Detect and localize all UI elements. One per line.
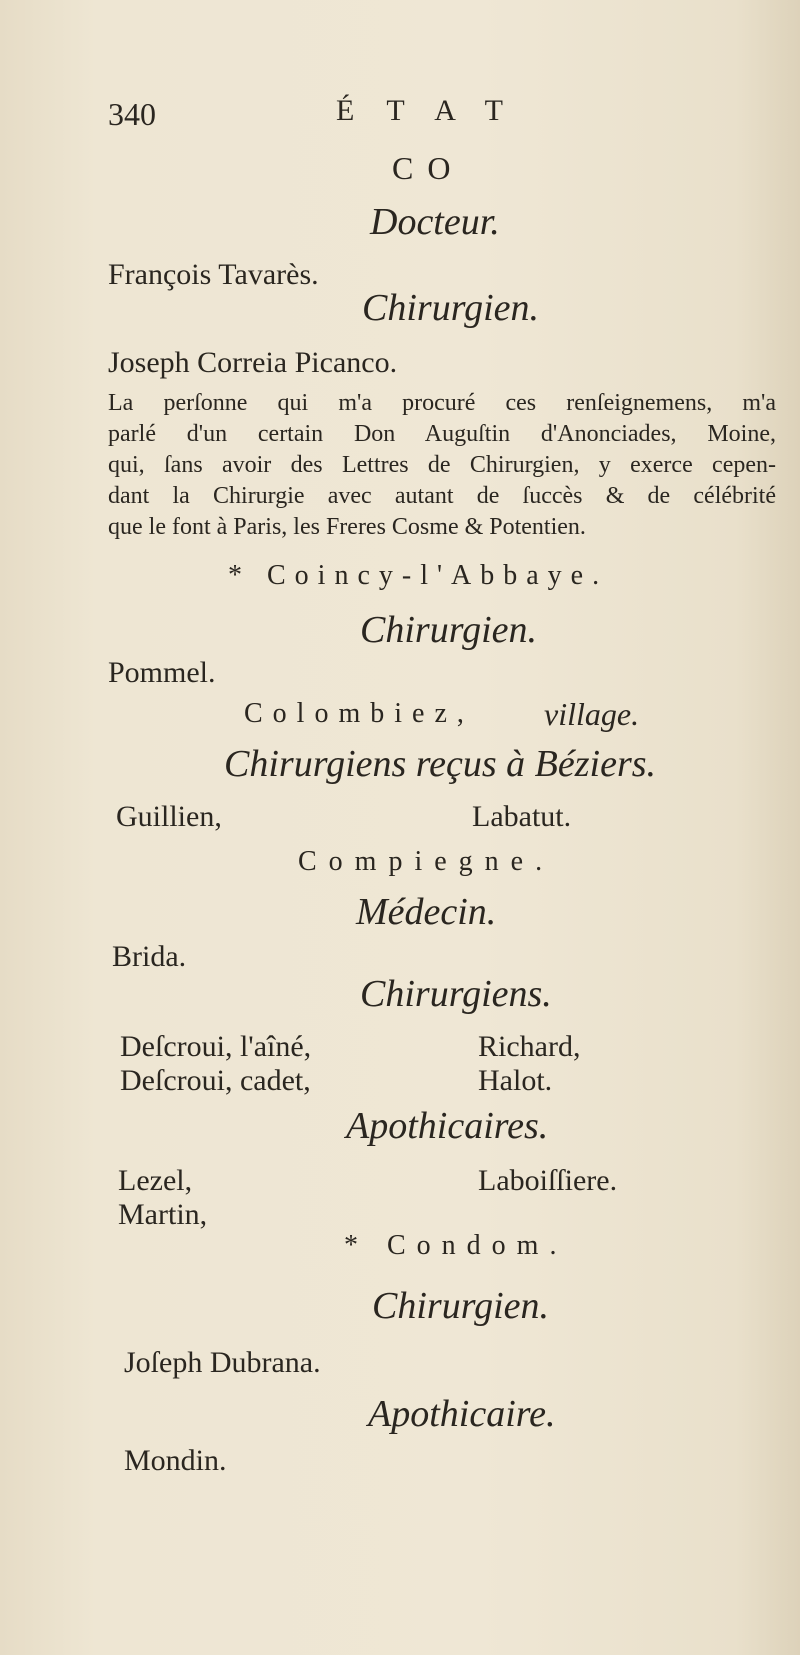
compiegne-chir-right-1: Richard, [478,1030,581,1063]
note-line: qui, ſans avoir des Lettres de Chirurgien, y exerce cepen- [108,452,776,478]
compiegne-chir-heading: Chirurgiens. [360,973,552,1015]
docteur-name: François Tavarès. [108,258,319,291]
note-line: La perſonne qui m'a procuré ces renſeignemens, m'a [108,390,776,416]
condom-chir-heading: Chirurgien. [372,1285,549,1327]
coincy-name: Pommel. [108,656,216,689]
condom-apo-name: Mondin. [124,1444,227,1477]
compiegne-place: Compiegne. [298,846,555,877]
compiegne-chir-right-2: Halot. [478,1064,553,1097]
coincy-chirurgien-heading: Chirurgien. [360,609,537,651]
compiegne-apo-left-1: Lezel, [118,1164,193,1197]
colombiez-village: village. [544,696,640,732]
colombiez-left: Guillien, [116,800,222,833]
colombiez-heading: Chirurgiens reçus à Béziers. [224,743,657,785]
compiegne-chir-left-2: Deſcroui, cadet, [120,1064,311,1097]
condom-chir-name: Joſeph Dubrana. [124,1346,321,1379]
note-line: parlé d'un certain Don Auguſtin d'Anonciades, Moine, [108,421,776,447]
compiegne-apo-right-1: Laboiſſiere. [478,1164,618,1197]
page-number: 340 [108,96,156,132]
docteur-heading: Docteur. [370,201,500,243]
section-letters: CO [392,150,465,186]
compiegne-apo-left-2: Martin, [118,1198,208,1231]
condom-place: * Condom. [344,1230,568,1261]
chirurgien-heading-1: Chirurgien. [362,287,539,329]
compiegne-apo-heading: Apothicaires. [346,1105,549,1147]
condom-apo-heading: Apothicaire. [368,1393,556,1435]
compiegne-medecin-heading: Médecin. [356,891,497,933]
note-line: que le font à Paris, les Freres Cosme & Potentien. [108,514,586,540]
colombiez-place: Colombiez, [244,698,474,729]
colombiez-right: Labatut. [472,800,572,833]
coincy-place: * Coincy-l'Abbaye. [228,560,609,591]
compiegne-medecin-name: Brida. [112,940,187,973]
note-paragraph [108,388,776,543]
running-title: ÉTAT [336,94,535,127]
compiegne-chir-left-1: Deſcroui, l'aîné, [120,1030,312,1063]
note-line: dant la Chirurgie avec autant de ſuccès & de célébrité [108,483,776,509]
chirurgien-name-1: Joseph Correia Picanco. [108,346,398,379]
